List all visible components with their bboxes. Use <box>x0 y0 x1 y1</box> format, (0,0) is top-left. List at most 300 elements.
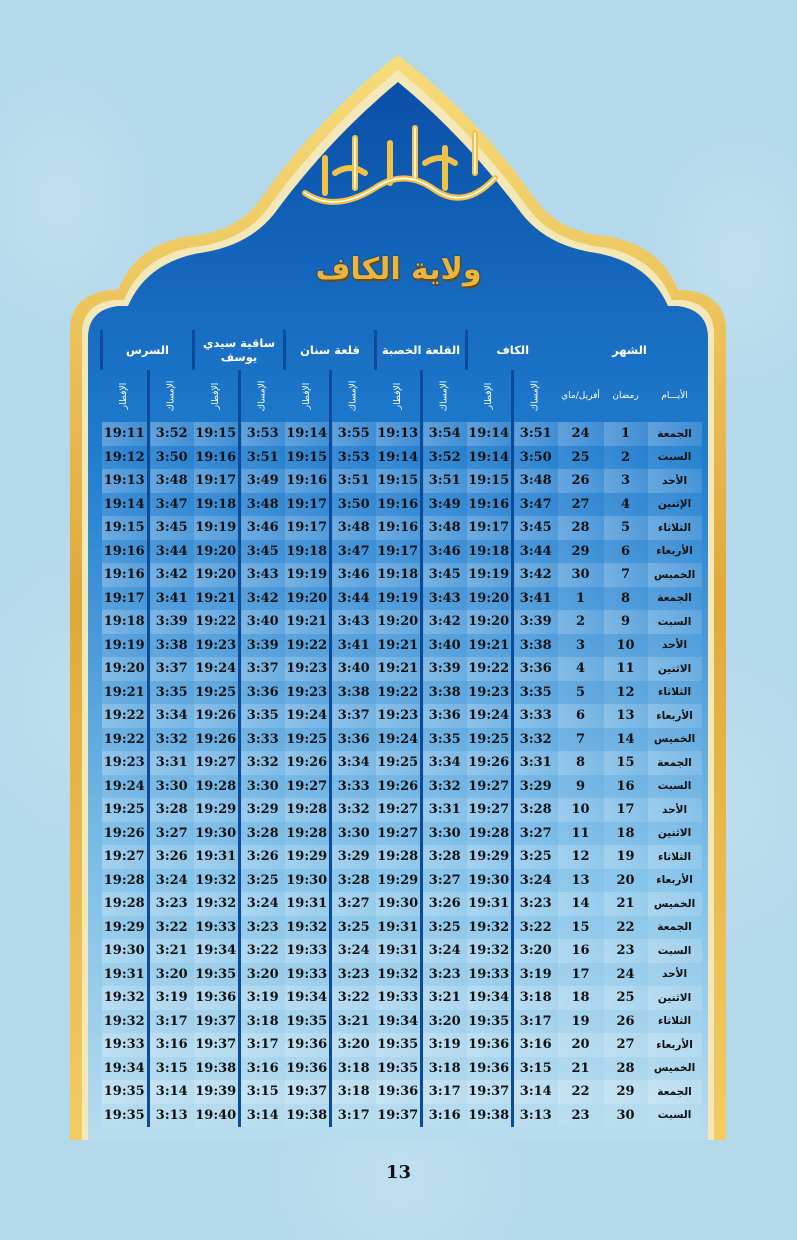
day-cell: السبت <box>648 446 702 470</box>
imsak-time-cell: 3:41 <box>331 634 376 658</box>
imsak-time-cell: 3:37 <box>240 657 285 681</box>
gregorian-date-cell: 1 <box>558 587 604 611</box>
iftar-time-cell: 19:28 <box>285 798 331 822</box>
imsak-time-cell: 3:35 <box>422 728 467 752</box>
iftar-time-cell: 19:23 <box>102 751 149 775</box>
iftar-time-cell: 19:29 <box>102 916 149 940</box>
imsak-time-cell: 3:38 <box>331 681 376 705</box>
table-row <box>102 986 702 1010</box>
imsak-time-cell: 3:50 <box>331 493 376 517</box>
iftar-time-cell: 19:34 <box>467 986 513 1010</box>
iftar-time-cell: 19:25 <box>285 728 331 752</box>
ramadan-day-cell: 12 <box>604 681 648 705</box>
table-row <box>102 728 702 752</box>
location-header: القلعة الخصبة <box>376 330 467 370</box>
ramadan-day-cell: 3 <box>604 469 648 493</box>
imsak-time-cell: 3:19 <box>149 986 194 1010</box>
day-cell: السبت <box>648 939 702 963</box>
ramadan-day-cell: 5 <box>604 516 648 540</box>
ramadan-day-cell: 25 <box>604 986 648 1010</box>
gregorian-date-cell: 3 <box>558 634 604 658</box>
ramadan-day-cell: 7 <box>604 563 648 587</box>
imsak-time-cell: 3:24 <box>149 869 194 893</box>
iftar-time-cell: 19:23 <box>194 634 240 658</box>
imsak-time-cell: 3:45 <box>513 516 558 540</box>
imsak-time-cell: 3:49 <box>240 469 285 493</box>
iftar-time-cell: 19:20 <box>285 587 331 611</box>
imsak-time-cell: 3:14 <box>149 1080 194 1104</box>
iftar-time-cell: 19:21 <box>285 610 331 634</box>
imsak-time-cell: 3:22 <box>331 986 376 1010</box>
day-cell: الجمعة <box>648 587 702 611</box>
imsak-time-cell: 3:37 <box>149 657 194 681</box>
iftar-time-cell: 19:27 <box>376 822 422 846</box>
ramadan-day-cell: 18 <box>604 822 648 846</box>
imsak-time-cell: 3:54 <box>422 422 467 446</box>
iftar-time-cell: 19:31 <box>376 939 422 963</box>
day-cell: الأربعاء <box>648 869 702 893</box>
imsak-time-cell: 3:40 <box>422 634 467 658</box>
gregorian-date-cell: 21 <box>558 1057 604 1081</box>
table-row <box>102 892 702 916</box>
imsak-time-cell: 3:38 <box>149 634 194 658</box>
imsak-label: الإمساك <box>530 380 541 412</box>
imsak-time-cell: 3:48 <box>240 493 285 517</box>
iftar-time-cell: 19:37 <box>194 1010 240 1034</box>
imsak-time-cell: 3:17 <box>331 1104 376 1128</box>
iftar-time-cell: 19:16 <box>467 493 513 517</box>
iftar-time-cell: 19:15 <box>376 469 422 493</box>
iftar-time-cell: 19:17 <box>102 587 149 611</box>
gregorian-date-cell: 14 <box>558 892 604 916</box>
imsak-time-cell: 3:34 <box>149 704 194 728</box>
gregorian-date-cell: 7 <box>558 728 604 752</box>
imsak-time-cell: 3:29 <box>331 845 376 869</box>
iftar-time-cell: 19:25 <box>102 798 149 822</box>
imsak-time-cell: 3:31 <box>149 751 194 775</box>
iftar-time-cell: 19:26 <box>285 751 331 775</box>
iftar-time-cell: 19:17 <box>285 516 331 540</box>
iftar-time-cell: 19:38 <box>467 1104 513 1128</box>
imsak-time-cell: 3:41 <box>513 587 558 611</box>
imsak-time-cell: 3:49 <box>422 493 467 517</box>
imsak-time-cell: 3:43 <box>240 563 285 587</box>
iftar-time-cell: 19:37 <box>376 1104 422 1128</box>
iftar-time-cell: 19:35 <box>376 1057 422 1081</box>
iftar-time-cell: 19:26 <box>102 822 149 846</box>
imsak-time-cell: 3:32 <box>240 751 285 775</box>
iftar-time-cell: 19:21 <box>376 657 422 681</box>
gregorian-date-cell: 28 <box>558 516 604 540</box>
imsak-time-cell: 3:33 <box>331 775 376 799</box>
iftar-time-cell: 19:34 <box>376 1010 422 1034</box>
imsak-time-cell: 3:55 <box>331 422 376 446</box>
iftar-time-cell: 19:24 <box>376 728 422 752</box>
location-header: الكاف <box>467 330 558 370</box>
iftar-label: الإفطار <box>301 382 312 410</box>
iftar-time-cell: 19:19 <box>467 563 513 587</box>
iftar-time-cell: 19:21 <box>194 587 240 611</box>
iftar-time-cell: 19:12 <box>102 446 149 470</box>
iftar-time-cell: 19:18 <box>102 610 149 634</box>
gregorian-date-cell: 15 <box>558 916 604 940</box>
imsak-time-cell: 3:33 <box>240 728 285 752</box>
table-row <box>102 540 702 564</box>
iftar-time-cell: 19:19 <box>102 634 149 658</box>
iftar-time-cell: 19:37 <box>285 1080 331 1104</box>
iftar-time-cell: 19:27 <box>467 798 513 822</box>
ramadan-day-cell: 1 <box>604 422 648 446</box>
ramadan-day-cell: 27 <box>604 1033 648 1057</box>
table-row <box>102 845 702 869</box>
iftar-time-cell: 19:27 <box>467 775 513 799</box>
imsak-time-cell: 3:23 <box>422 963 467 987</box>
ramadan-day-cell: 10 <box>604 634 648 658</box>
imsak-time-cell: 3:43 <box>331 610 376 634</box>
imsak-time-cell: 3:40 <box>331 657 376 681</box>
iftar-time-cell: 19:29 <box>467 845 513 869</box>
imsak-time-cell: 3:25 <box>331 916 376 940</box>
iftar-label: الإفطار <box>119 382 130 410</box>
ramadan-day-cell: 2 <box>604 446 648 470</box>
imsak-time-cell: 3:40 <box>240 610 285 634</box>
iftar-time-cell: 19:28 <box>102 869 149 893</box>
imsak-time-cell: 3:38 <box>422 681 467 705</box>
iftar-time-cell: 19:39 <box>194 1080 240 1104</box>
imsak-label: الإمساك <box>257 380 268 412</box>
iftar-time-cell: 19:33 <box>285 939 331 963</box>
ramadan-day-cell: 29 <box>604 1080 648 1104</box>
imsak-time-cell: 3:17 <box>513 1010 558 1034</box>
iftar-time-cell: 19:20 <box>194 540 240 564</box>
imsak-time-cell: 3:47 <box>331 540 376 564</box>
month-header: الشهر <box>612 343 647 357</box>
iftar-time-cell: 19:22 <box>467 657 513 681</box>
day-cell: الخميس <box>648 1057 702 1081</box>
iftar-time-cell: 19:22 <box>194 610 240 634</box>
ramadan-day-cell: 28 <box>604 1057 648 1081</box>
table-row <box>102 422 702 446</box>
iftar-time-cell: 19:20 <box>467 610 513 634</box>
iftar-time-cell: 19:14 <box>467 446 513 470</box>
imsak-time-cell: 3:28 <box>422 845 467 869</box>
imsak-time-cell: 3:17 <box>240 1033 285 1057</box>
iftar-label: الإفطار <box>392 382 403 410</box>
day-cell: الخميس <box>648 892 702 916</box>
ramadan-day-cell: 4 <box>604 493 648 517</box>
imsak-time-cell: 3:41 <box>149 587 194 611</box>
iftar-time-cell: 19:31 <box>194 845 240 869</box>
iftar-time-cell: 19:23 <box>376 704 422 728</box>
imsak-time-cell: 3:47 <box>513 493 558 517</box>
table-row <box>102 657 702 681</box>
iftar-time-cell: 19:25 <box>376 751 422 775</box>
imsak-time-cell: 3:35 <box>240 704 285 728</box>
day-cell: الاثنين <box>648 986 702 1010</box>
imsak-time-cell: 3:29 <box>240 798 285 822</box>
day-cell: السبت <box>648 610 702 634</box>
day-cell: الخميس <box>648 728 702 752</box>
imsak-time-cell: 3:39 <box>149 610 194 634</box>
iftar-time-cell: 19:16 <box>376 493 422 517</box>
iftar-time-cell: 19:29 <box>194 798 240 822</box>
day-cell: الإثنين <box>648 493 702 517</box>
imsak-time-cell: 3:35 <box>149 681 194 705</box>
ramadan-day-cell: 21 <box>604 892 648 916</box>
gregorian-date-cell: 6 <box>558 704 604 728</box>
iftar-time-cell: 19:27 <box>285 775 331 799</box>
day-cell: السبت <box>648 775 702 799</box>
gregorian-date-cell: 30 <box>558 563 604 587</box>
table-row <box>102 469 702 493</box>
imsak-time-cell: 3:18 <box>240 1010 285 1034</box>
ramadan-header: رمضان <box>612 391 639 401</box>
iftar-time-cell: 19:35 <box>102 1080 149 1104</box>
day-cell: السبت <box>648 1104 702 1128</box>
iftar-time-cell: 19:24 <box>102 775 149 799</box>
iftar-time-cell: 19:37 <box>467 1080 513 1104</box>
iftar-time-cell: 19:33 <box>194 916 240 940</box>
imsak-time-cell: 3:29 <box>513 775 558 799</box>
iftar-time-cell: 19:27 <box>102 845 149 869</box>
imsak-time-cell: 3:28 <box>149 798 194 822</box>
gregorian-date-cell: 10 <box>558 798 604 822</box>
imsak-time-cell: 3:22 <box>240 939 285 963</box>
iftar-time-cell: 19:35 <box>376 1033 422 1057</box>
iftar-time-cell: 19:16 <box>285 469 331 493</box>
imsak-time-cell: 3:45 <box>422 563 467 587</box>
ramadan-day-cell: 14 <box>604 728 648 752</box>
iftar-time-cell: 19:28 <box>376 845 422 869</box>
imsak-time-cell: 3:27 <box>331 892 376 916</box>
iftar-time-cell: 19:14 <box>467 422 513 446</box>
imsak-time-cell: 3:23 <box>513 892 558 916</box>
imsak-time-cell: 3:18 <box>331 1080 376 1104</box>
imsak-time-cell: 3:35 <box>513 681 558 705</box>
imsak-time-cell: 3:24 <box>331 939 376 963</box>
iftar-time-cell: 19:18 <box>467 540 513 564</box>
day-cell: الجمعة <box>648 916 702 940</box>
iftar-time-cell: 19:14 <box>102 493 149 517</box>
iftar-time-cell: 19:32 <box>467 939 513 963</box>
iftar-time-cell: 19:17 <box>194 469 240 493</box>
iftar-time-cell: 19:20 <box>467 587 513 611</box>
iftar-time-cell: 19:35 <box>467 1010 513 1034</box>
iftar-time-cell: 19:28 <box>194 775 240 799</box>
table-row <box>102 1033 702 1057</box>
ramadan-day-cell: 11 <box>604 657 648 681</box>
imsak-label: الإمساك <box>348 380 359 412</box>
iftar-time-cell: 19:17 <box>285 493 331 517</box>
iftar-time-cell: 19:32 <box>376 963 422 987</box>
gregorian-date-cell: 18 <box>558 986 604 1010</box>
iftar-time-cell: 19:30 <box>102 939 149 963</box>
imsak-time-cell: 3:30 <box>422 822 467 846</box>
day-cell: الأحد <box>648 963 702 987</box>
gregorian-date-cell: 4 <box>558 657 604 681</box>
table-row <box>102 634 702 658</box>
iftar-time-cell: 19:35 <box>285 1010 331 1034</box>
gregorian-date-cell: 22 <box>558 1080 604 1104</box>
imsak-time-cell: 3:30 <box>331 822 376 846</box>
imsak-time-cell: 3:45 <box>149 516 194 540</box>
iftar-time-cell: 19:40 <box>194 1104 240 1128</box>
imsak-time-cell: 3:20 <box>513 939 558 963</box>
imsak-time-cell: 3:52 <box>149 422 194 446</box>
imsak-time-cell: 3:15 <box>513 1057 558 1081</box>
iftar-time-cell: 19:13 <box>102 469 149 493</box>
table-row <box>102 775 702 799</box>
iftar-time-cell: 19:33 <box>102 1033 149 1057</box>
imsak-time-cell: 3:51 <box>331 469 376 493</box>
imsak-time-cell: 3:32 <box>422 775 467 799</box>
imsak-time-cell: 3:24 <box>422 939 467 963</box>
iftar-time-cell: 19:32 <box>467 916 513 940</box>
table-row <box>102 916 702 940</box>
table-row <box>102 963 702 987</box>
ramadan-day-cell: 15 <box>604 751 648 775</box>
iftar-time-cell: 19:32 <box>194 892 240 916</box>
imsak-time-cell: 3:13 <box>149 1104 194 1128</box>
iftar-time-cell: 19:23 <box>467 681 513 705</box>
iftar-label: الإفطار <box>210 382 221 410</box>
iftar-time-cell: 19:19 <box>285 563 331 587</box>
imsak-time-cell: 3:22 <box>513 916 558 940</box>
imsak-time-cell: 3:21 <box>331 1010 376 1034</box>
gregorian-date-cell: 13 <box>558 869 604 893</box>
iftar-time-cell: 19:31 <box>102 963 149 987</box>
ramadan-mubarak-calligraphy <box>295 118 505 218</box>
imsak-time-cell: 3:34 <box>331 751 376 775</box>
iftar-time-cell: 19:27 <box>376 798 422 822</box>
imsak-time-cell: 3:18 <box>513 986 558 1010</box>
iftar-time-cell: 19:35 <box>194 963 240 987</box>
iftar-time-cell: 19:17 <box>467 516 513 540</box>
iftar-time-cell: 19:15 <box>194 422 240 446</box>
iftar-time-cell: 19:18 <box>376 563 422 587</box>
table-row <box>102 1010 702 1034</box>
imsak-time-cell: 3:31 <box>422 798 467 822</box>
imsak-time-cell: 3:42 <box>240 587 285 611</box>
imsak-time-cell: 3:22 <box>149 916 194 940</box>
iftar-time-cell: 19:24 <box>467 704 513 728</box>
day-cell: الجمعة <box>648 1080 702 1104</box>
svg-text:رمضان مبارك: رمضان مبارك <box>397 216 403 217</box>
imsak-time-cell: 3:24 <box>513 869 558 893</box>
day-cell: الأحد <box>648 469 702 493</box>
iftar-time-cell: 19:22 <box>102 704 149 728</box>
gregorian-date-cell: 24 <box>558 422 604 446</box>
iftar-time-cell: 19:33 <box>376 986 422 1010</box>
iftar-time-cell: 19:26 <box>194 704 240 728</box>
day-cell: الأحد <box>648 798 702 822</box>
table-row <box>102 1080 702 1104</box>
iftar-time-cell: 19:30 <box>376 892 422 916</box>
imsak-time-cell: 3:45 <box>240 540 285 564</box>
gregorian-date-cell: 25 <box>558 446 604 470</box>
imsak-time-cell: 3:23 <box>331 963 376 987</box>
imsak-time-cell: 3:19 <box>513 963 558 987</box>
imsak-time-cell: 3:39 <box>513 610 558 634</box>
imsak-time-cell: 3:18 <box>331 1057 376 1081</box>
ramadan-day-cell: 24 <box>604 963 648 987</box>
iftar-time-cell: 19:20 <box>194 563 240 587</box>
iftar-time-cell: 19:19 <box>376 587 422 611</box>
iftar-time-cell: 19:36 <box>376 1080 422 1104</box>
location-header: السرس <box>102 330 194 370</box>
gregorian-date-cell: 20 <box>558 1033 604 1057</box>
iftar-time-cell: 19:18 <box>285 540 331 564</box>
days-header: الأيـــام <box>661 391 688 401</box>
iftar-time-cell: 19:38 <box>194 1057 240 1081</box>
day-cell: الأحد <box>648 634 702 658</box>
iftar-time-cell: 19:21 <box>467 634 513 658</box>
imsak-time-cell: 3:39 <box>422 657 467 681</box>
imsak-time-cell: 3:23 <box>240 916 285 940</box>
iftar-time-cell: 19:30 <box>285 869 331 893</box>
imsak-time-cell: 3:17 <box>149 1010 194 1034</box>
imsak-time-cell: 3:21 <box>422 986 467 1010</box>
table-row <box>102 1057 702 1081</box>
imsak-time-cell: 3:20 <box>422 1010 467 1034</box>
imsak-time-cell: 3:16 <box>149 1033 194 1057</box>
imsak-time-cell: 3:51 <box>422 469 467 493</box>
iftar-time-cell: 19:33 <box>467 963 513 987</box>
day-cell: الجمعة <box>648 751 702 775</box>
iftar-time-cell: 19:24 <box>285 704 331 728</box>
iftar-time-cell: 19:19 <box>194 516 240 540</box>
imsak-time-cell: 3:18 <box>422 1057 467 1081</box>
ramadan-day-cell: 23 <box>604 939 648 963</box>
table-row <box>102 751 702 775</box>
iftar-time-cell: 19:32 <box>285 916 331 940</box>
imsak-time-cell: 3:39 <box>240 634 285 658</box>
imsak-time-cell: 3:32 <box>149 728 194 752</box>
iftar-time-cell: 19:32 <box>194 869 240 893</box>
table-row <box>102 493 702 517</box>
iftar-time-cell: 19:36 <box>285 1057 331 1081</box>
iftar-time-cell: 19:29 <box>285 845 331 869</box>
imsak-time-cell: 3:19 <box>240 986 285 1010</box>
iftar-time-cell: 19:20 <box>376 610 422 634</box>
iftar-time-cell: 19:15 <box>285 446 331 470</box>
iftar-time-cell: 19:33 <box>285 963 331 987</box>
table-row <box>102 610 702 634</box>
gregorian-date-cell: 23 <box>558 1104 604 1128</box>
imsak-time-cell: 3:46 <box>331 563 376 587</box>
gregorian-date-cell: 19 <box>558 1010 604 1034</box>
imsak-time-cell: 3:47 <box>149 493 194 517</box>
iftar-time-cell: 19:28 <box>467 822 513 846</box>
imsak-time-cell: 3:42 <box>422 610 467 634</box>
imsak-time-cell: 3:17 <box>422 1080 467 1104</box>
iftar-time-cell: 19:16 <box>102 540 149 564</box>
table-row <box>102 681 702 705</box>
iftar-time-cell: 19:16 <box>376 516 422 540</box>
imsak-time-cell: 3:26 <box>422 892 467 916</box>
imsak-time-cell: 3:51 <box>240 446 285 470</box>
imsak-time-cell: 3:16 <box>240 1057 285 1081</box>
imsak-time-cell: 3:25 <box>422 916 467 940</box>
imsak-time-cell: 3:37 <box>331 704 376 728</box>
imsak-time-cell: 3:34 <box>422 751 467 775</box>
day-cell: الاثنين <box>648 657 702 681</box>
table-row <box>102 446 702 470</box>
imsak-time-cell: 3:36 <box>331 728 376 752</box>
imsak-time-cell: 3:20 <box>240 963 285 987</box>
day-cell: الثلاثاء <box>648 845 702 869</box>
imsak-time-cell: 3:33 <box>513 704 558 728</box>
